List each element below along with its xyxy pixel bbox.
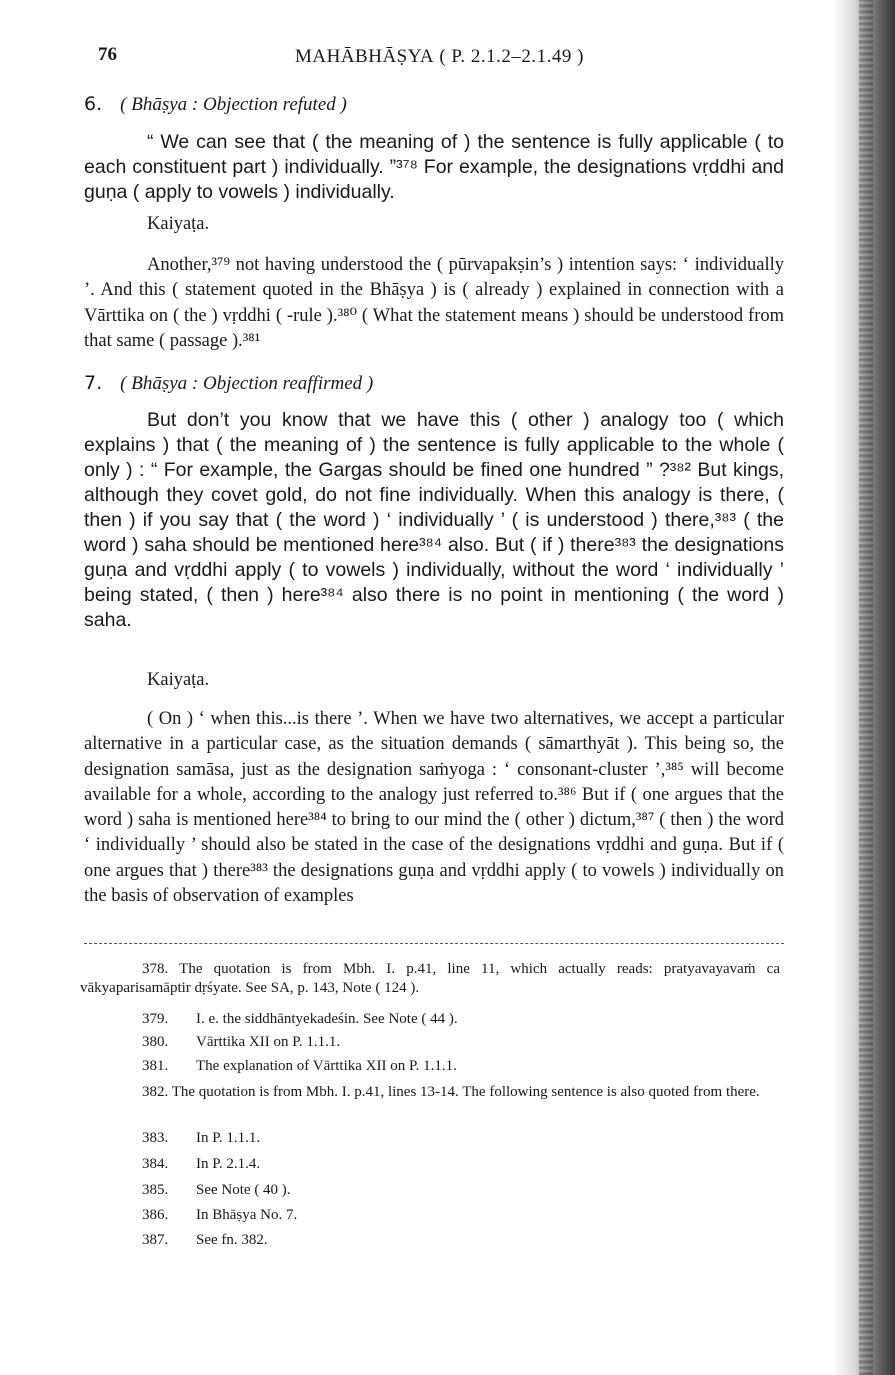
section-6-number: 6. [84, 93, 103, 115]
footnote-number: 380. [142, 1034, 169, 1050]
footnote-text: I. e. the siddhāntyekadeśin. See Note ( 44 ). [196, 1011, 458, 1027]
section-7-number: 7. [84, 372, 103, 394]
section-7-title: ( Bhāṣya : Objection reaffirmed ) [120, 373, 374, 394]
section-7-kaiyata-label: Kaiyaṭa. [147, 670, 210, 690]
section-7-kaiyata-paragraph: ( On ) ‘ when this...is there ’. When we have two alternatives, we accept a particular alternative in a particular case, as the situation demands ( sāmarthyāt ). This being so, the designation samāsa, just as the designation saṁyoga : ‘ consonant-cluster ’,³⁸⁵ will become available for a whole, according to the analogy just referred to.³⁸⁶ But if ( one argues that the word ) saha is mentioned here³⁸⁴ to bring to our mind the ( other ) dictum,³⁸⁷ ( then ) the word ‘ individually ’ should also be stated in the case of the designations vṛddhi and guṇa. But if ( one argues that ) there³⁸³ the designations guṇa and vṛddhi apply ( to vowels ) individually on the basis of observation of examples [84, 709, 784, 907]
footnote [80, 1033, 780, 1052]
footnote-number: 385. [142, 1182, 169, 1198]
footnote [80, 1231, 780, 1250]
footnote-number: 386. [142, 1207, 169, 1223]
footnote-number: 379. [142, 1011, 169, 1027]
footnote [80, 1155, 780, 1174]
section-7-paragraph: But don’t you know that we have this ( other ) analogy too ( which explains ) that ( the meaning of ) the sentence is fully applicable to the whole ( only ) : “ For example, the Gargas should be fined one hundred ” ?³⁸² But kings, although they covet gold, do not fine individually. When this analogy is there, ( then ) if you say that ( the word ) ‘ individually ’ ( is understood ) there,³⁸³ ( the word ) saha should be mentioned here³⁸⁴ also. But ( if ) there³⁸³ the designations guṇa and vṛddhi apply ( to vowels ) individually, without the word ‘ individually ’ being stated, ( then ) here³⁸⁴ also there is no point in mentioning ( the word ) saha. [84, 409, 784, 631]
footnote-divider [84, 943, 784, 944]
footnote-text: In P. 2.1.4. [196, 1156, 261, 1172]
footnote [80, 1057, 780, 1076]
footnote-number: 378. [142, 961, 169, 977]
footnote [80, 1181, 780, 1200]
footnote-number: 384. [142, 1156, 169, 1172]
footnote-text: See Note ( 40 ). [196, 1182, 291, 1198]
section-7-heading [84, 372, 784, 395]
footnote-text: The explanation of Vārttika XII on P. 1.1.1. [196, 1058, 457, 1074]
running-title-text: MAHĀBHĀṢYA [295, 46, 435, 67]
footnote-text: In Bhāṣya No. 7. [196, 1207, 298, 1223]
section-6-kaiyata-paragraph: Another,³⁷⁹ not having understood the ( pūrvapakṣin’s ) intention says: ‘ individually ’. And this ( statement quoted in the Bhāṣya ) is ( already ) explained in connection with a Vārttika on ( the ) vṛddhi ( -rule ).³⁸⁰ ( What the statement means ) should be understood from that same ( passage ).³⁸¹ [84, 255, 784, 351]
running-title-range: ( P. 2.1.2–2.1.49 ) [439, 46, 584, 67]
footnote-text: Vārttika XII on P. 1.1.1. [196, 1034, 341, 1050]
footnote-number: 383. [142, 1130, 169, 1146]
footnote-text: The quotation is from Mbh. I. p.41, lines 13-14. The following sentence is also quoted from there. [171, 1084, 760, 1100]
footnote [80, 1010, 780, 1029]
footnote [80, 1206, 780, 1225]
footnote [80, 1129, 780, 1148]
running-title [295, 46, 584, 68]
section-6-title: ( Bhāṣya : Objection refuted ) [120, 94, 347, 115]
footnote-text: See fn. 382. [196, 1232, 268, 1248]
footnote-number: 381. [142, 1058, 169, 1074]
footnote-number: 387. [142, 1232, 169, 1248]
section-6-paragraph: “ We can see that ( the meaning of ) the sentence is fully applicable ( to each constituent part ) individually. ”³⁷⁸ For example, the designations vṛddhi and guṇa ( apply to vowels ) individually. [84, 131, 784, 203]
page-header [98, 44, 798, 74]
footnote [80, 1083, 780, 1102]
section-6-kaiyata-label: Kaiyaṭa. [147, 214, 210, 234]
footnote-text: The quotation is from Mbh. I. p.41, line 11, which actually reads: pratyavayavaṁ ca vākyaparisamāptir dṛśyate. See SA, p. 143, Note ( 124 ). [80, 961, 780, 996]
page-number: 76 [98, 44, 117, 65]
section-6-heading [84, 93, 784, 116]
footnote [80, 960, 780, 998]
footnote-number: 382. [142, 1084, 169, 1100]
footnote-text: In P. 1.1.1. [196, 1130, 261, 1146]
